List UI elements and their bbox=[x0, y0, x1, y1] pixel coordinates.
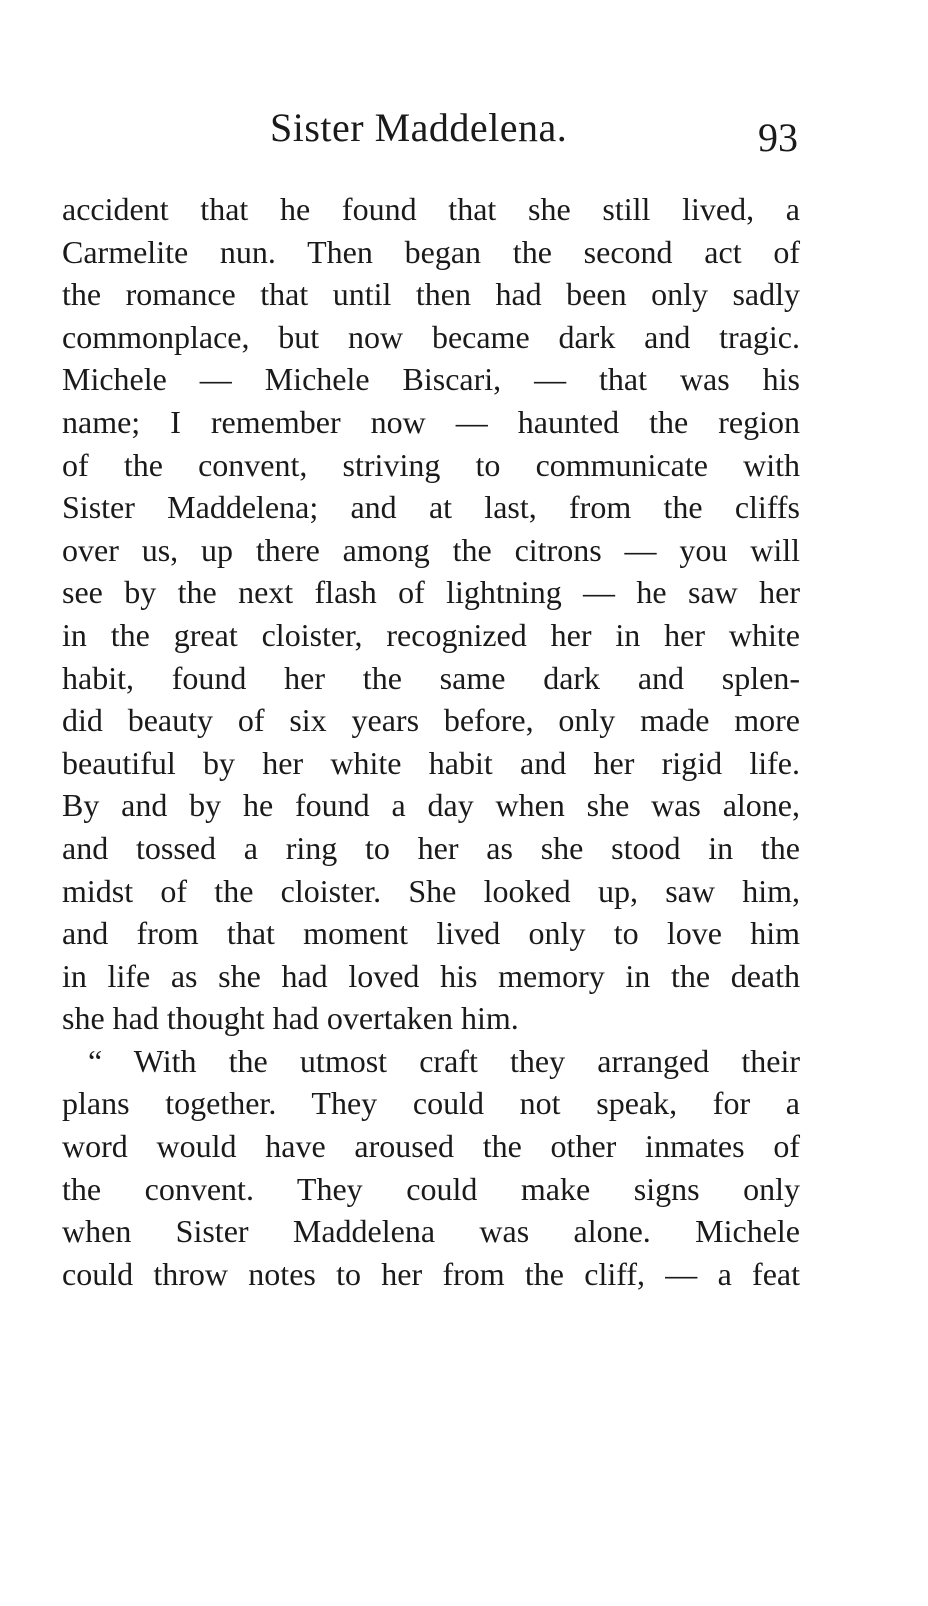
text-line: habit, found her the same dark and splen- bbox=[62, 659, 800, 696]
text-line: over us, up there among the citrons — you will bbox=[62, 531, 800, 568]
text-line: Carmelite nun. Then began the second act of bbox=[62, 233, 800, 270]
body-text bbox=[62, 188, 800, 1295]
text-line: plans together. They could not speak, for a bbox=[62, 1085, 800, 1122]
text-line: name; I remember now — haunted the region bbox=[62, 403, 800, 440]
text-line: accident that he found that she still lived, a bbox=[62, 191, 800, 227]
text-line: word would have aroused the other inmates of bbox=[62, 1128, 800, 1165]
text-line: when Sister Maddelena was alone. Michele bbox=[62, 1213, 800, 1250]
running-head bbox=[62, 104, 800, 160]
text-line: and from that moment lived only to love him bbox=[62, 915, 800, 952]
text-line: midst of the cloister. She looked up, saw him, bbox=[62, 872, 800, 909]
text-line: the romance that until then had been only sadly bbox=[62, 276, 800, 313]
text-line: could throw notes to her from the cliff, — a feat bbox=[62, 1255, 800, 1292]
text-line: beautiful by her white habit and her rigid life. bbox=[62, 744, 800, 781]
text-line: By and by he found a day when she was alone, bbox=[62, 787, 800, 824]
running-title: Sister Maddelena. bbox=[270, 105, 568, 150]
text-line: of the convent, striving to communicate with bbox=[62, 446, 800, 483]
page-number: 93 bbox=[758, 115, 798, 160]
text-line: in the great cloister, recognized her in her white bbox=[62, 616, 800, 653]
text-line: and tossed a ring to her as she stood in the bbox=[62, 829, 800, 866]
text-line: the convent. They could make signs only bbox=[62, 1170, 800, 1207]
paragraph-start-line: “ With the utmost craft they arranged their bbox=[88, 1042, 800, 1079]
text-line: in life as she had loved his memory in the death bbox=[62, 957, 800, 994]
text-line: see by the next flash of lightning — he saw her bbox=[62, 574, 800, 611]
text-line: did beauty of six years before, only made more bbox=[62, 702, 800, 739]
text-line: Michele — Michele Biscari, — that was his bbox=[62, 361, 800, 398]
text-line: Sister Maddelena; and at last, from the cliffs bbox=[62, 489, 800, 526]
text-line: commonplace, but now became dark and tragic. bbox=[62, 318, 800, 355]
paragraph-end-line: she had thought had overtaken him. bbox=[62, 1000, 519, 1037]
